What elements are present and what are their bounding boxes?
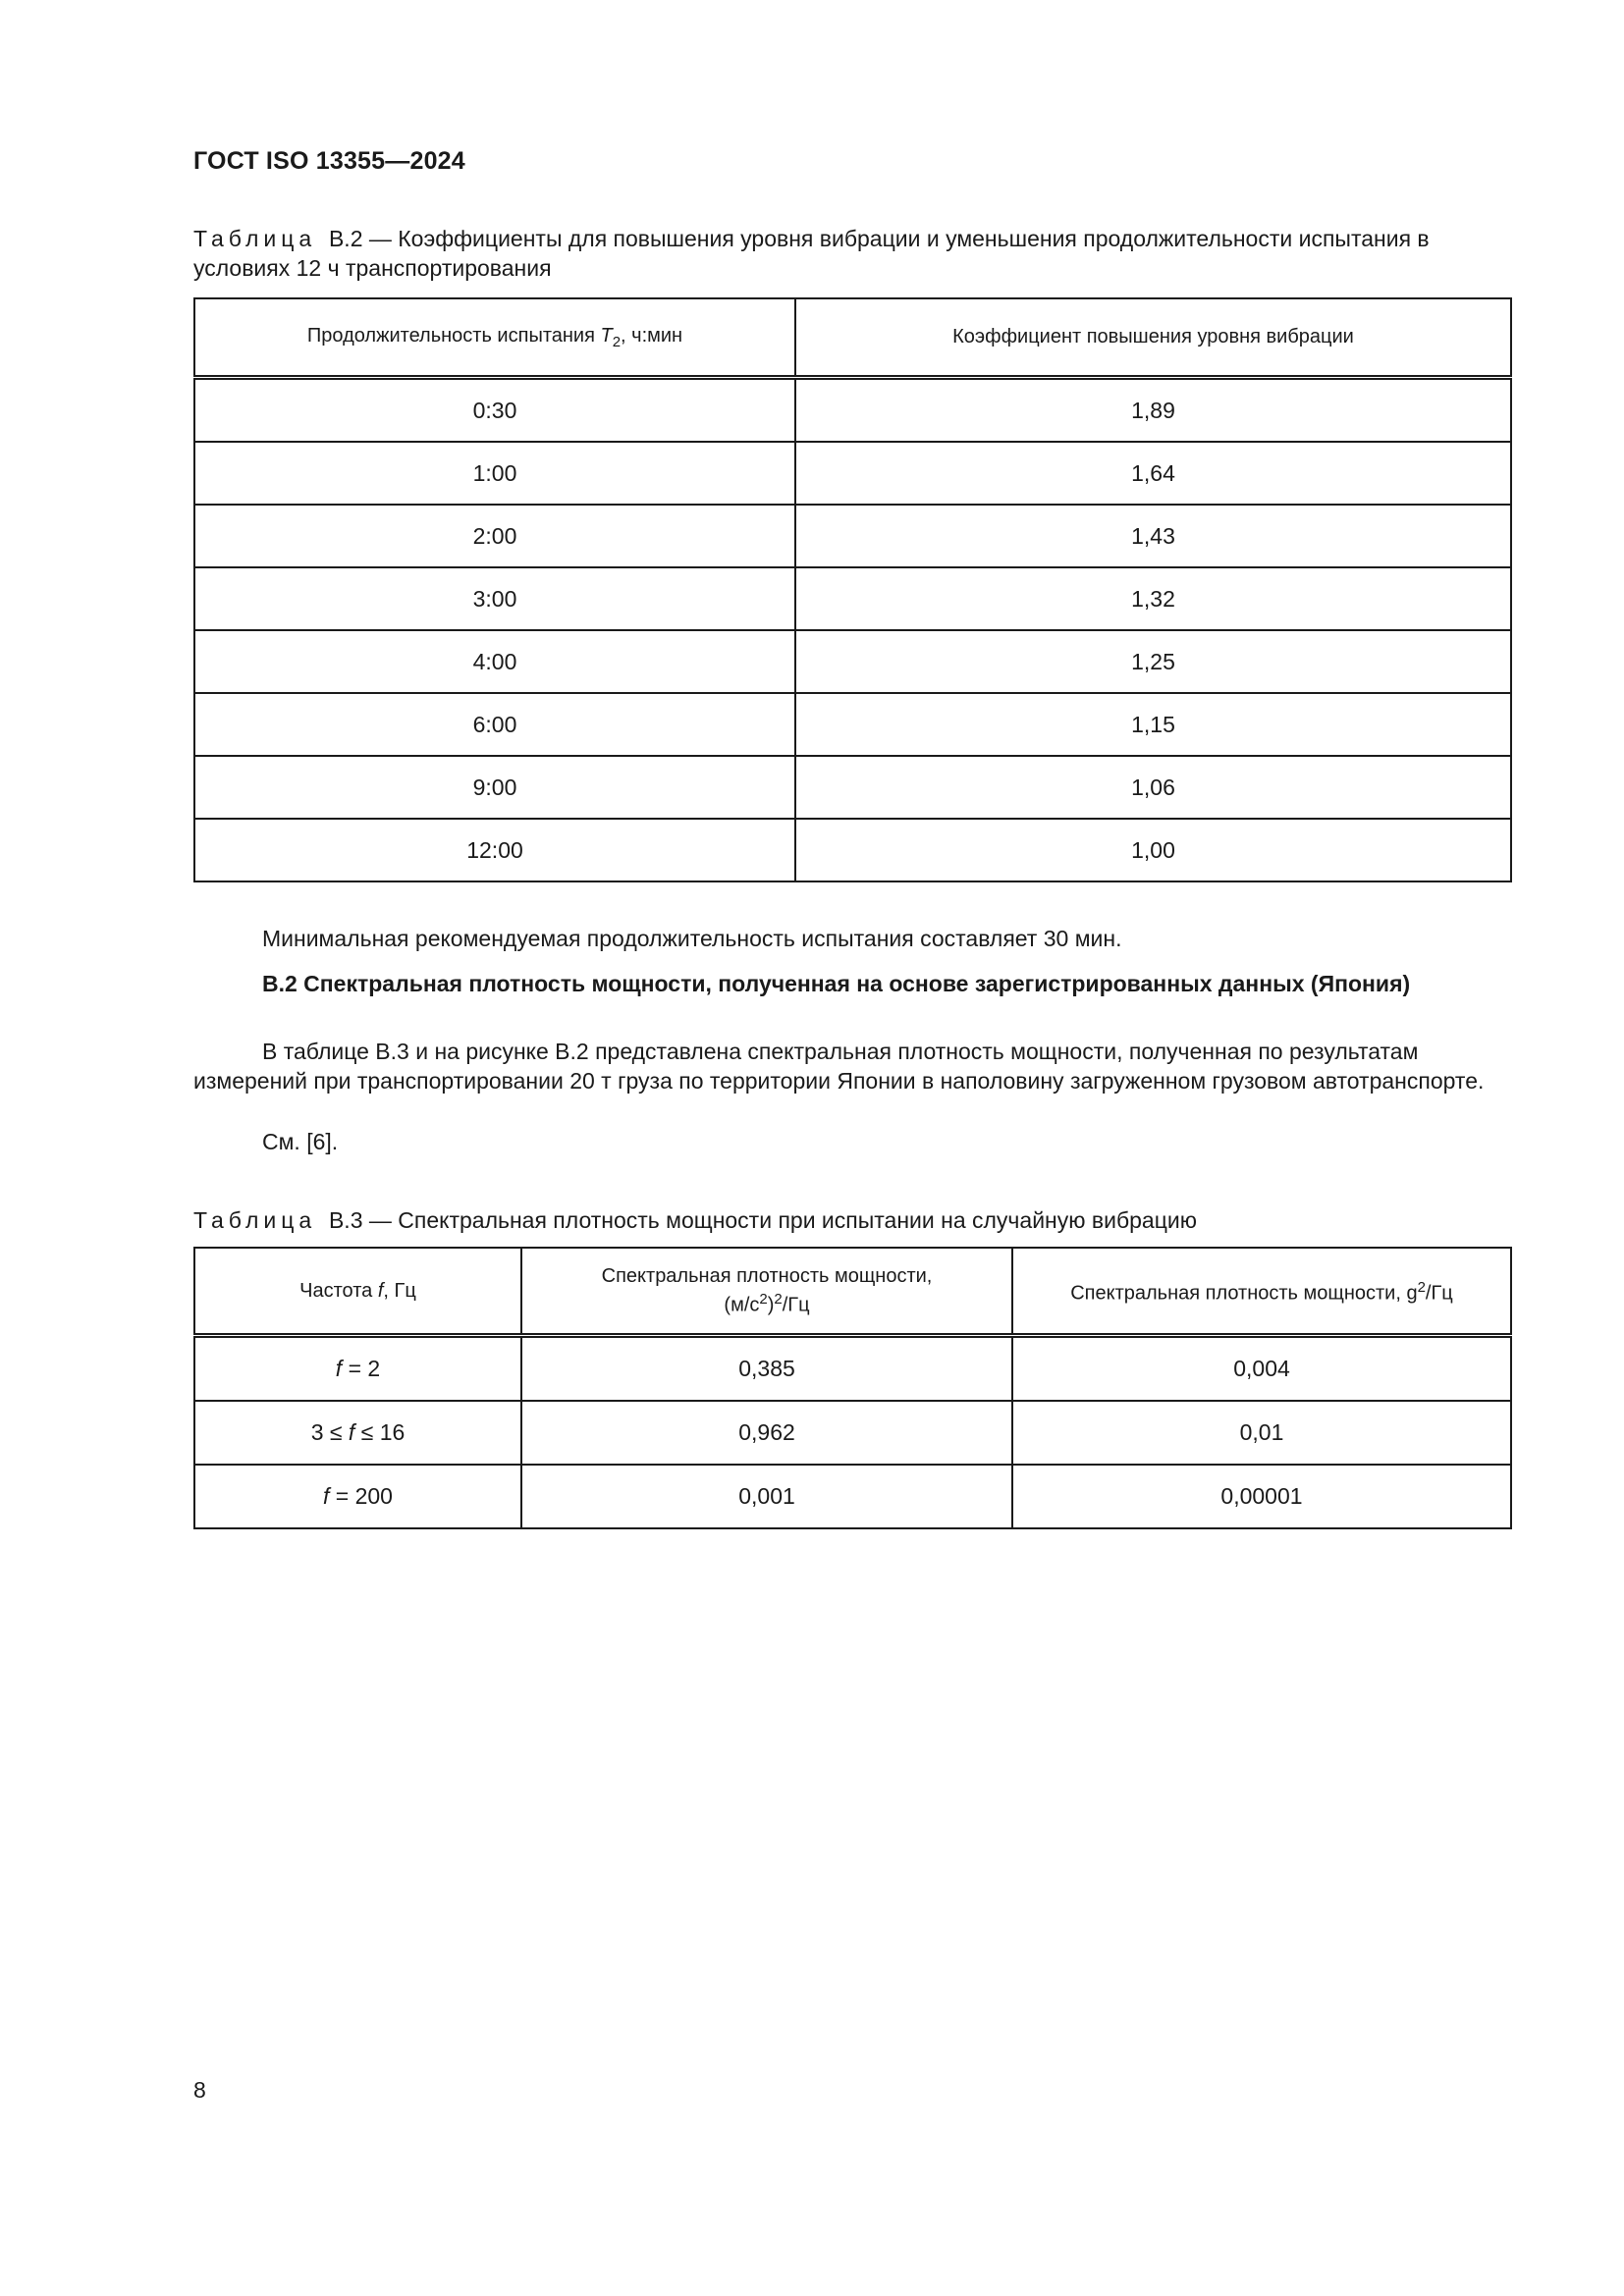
caption-label: Таблица [193,226,317,251]
table-b2-col-duration: Продолжительность испытания $T_2$, ч:мин [194,298,795,378]
page-number: 8 [193,2077,206,2103]
duration-cell: 4:00 [194,630,795,693]
factor-cell: 1,15 [795,693,1511,756]
section-b2-reference: См. [6]. [262,1129,339,1154]
section-b2-paragraph: В таблице B.3 и на рисунке B.2 представлена спектральная плотность мощности, полученная по результатам измерений при транспортировании 20 т груза по территории Японии в наполовину загруженном грузовом автотранспорте. [193,1039,1485,1094]
table-row [194,378,1511,443]
psd-ms2-cell: 0,385 [521,1336,1012,1402]
table-b3-col-frequency: Частота f, Гц [194,1248,521,1336]
factor-cell: 1,06 [795,756,1511,819]
duration-cell: 1:00 [194,442,795,505]
table-b3-caption [193,1205,1509,1235]
factor-cell: 1,89 [795,378,1511,443]
psd-g2-cell: 0,00001 [1012,1465,1511,1528]
table-row [194,567,1511,630]
psd-g2-cell: 0,004 [1012,1336,1511,1402]
table-row [194,756,1511,819]
table-b2-caption [193,224,1509,283]
table-b3-col-psd-g2: Спектральная плотность мощности, $g^2/Гц$ [1012,1248,1511,1336]
table-row [194,819,1511,881]
frequency-cell: 3 ≤ f ≤ 16 [194,1401,521,1465]
duration-cell: 2:00 [194,505,795,567]
psd-ms2-cell: 0,962 [521,1401,1012,1465]
factor-cell: 1,32 [795,567,1511,630]
duration-cell: 3:00 [194,567,795,630]
duration-cell: 6:00 [194,693,795,756]
table-row [194,505,1511,567]
frequency-cell: f = 200 [194,1465,521,1528]
frequency-cell: f = 2 [194,1336,521,1402]
factor-cell: 1,25 [795,630,1511,693]
minimum-duration-note: Минимальная рекомендуемая продолжительность испытания составляет 30 мин. [262,926,1122,951]
table-b3-col-psd-ms2: Спектральная плотность мощности, $(м/с^2)^2/Гц$ [521,1248,1012,1336]
table-b2-col-factor: Коэффициент повышения уровня вибрации [795,298,1511,378]
table-b2 [193,297,1512,882]
factor-cell: 1,64 [795,442,1511,505]
psd-ms2-cell: 0,001 [521,1465,1012,1528]
table-row [194,1336,1511,1402]
table-row [194,1465,1511,1528]
caption-text: B.3 — Спектральная плотность мощности при испытании на случайную вибрацию [328,1207,1197,1233]
duration-cell: 0:30 [194,378,795,443]
table-row [194,1401,1511,1465]
duration-cell: 12:00 [194,819,795,881]
table-b2-header-row [194,298,1511,378]
caption-text: B.2 — Коэффициенты для повышения уровня вибрации и уменьшения продолжительности испытания в условиях 12 ч транспортирования [193,226,1430,281]
factor-cell: 1,43 [795,505,1511,567]
caption-label: Таблица [193,1207,317,1233]
duration-cell: 9:00 [194,756,795,819]
table-row [194,630,1511,693]
psd-g2-cell: 0,01 [1012,1401,1511,1465]
table-b3 [193,1247,1512,1529]
table-row [194,442,1511,505]
table-row [194,693,1511,756]
table-b3-header-row [194,1248,1511,1336]
document-header: ГОСТ ISO 13355—2024 [193,147,465,175]
section-b2-title: B.2 Спектральная плотность мощности, полученная на основе зарегистрированных данных (Япония) [262,971,1411,996]
factor-cell: 1,00 [795,819,1511,881]
